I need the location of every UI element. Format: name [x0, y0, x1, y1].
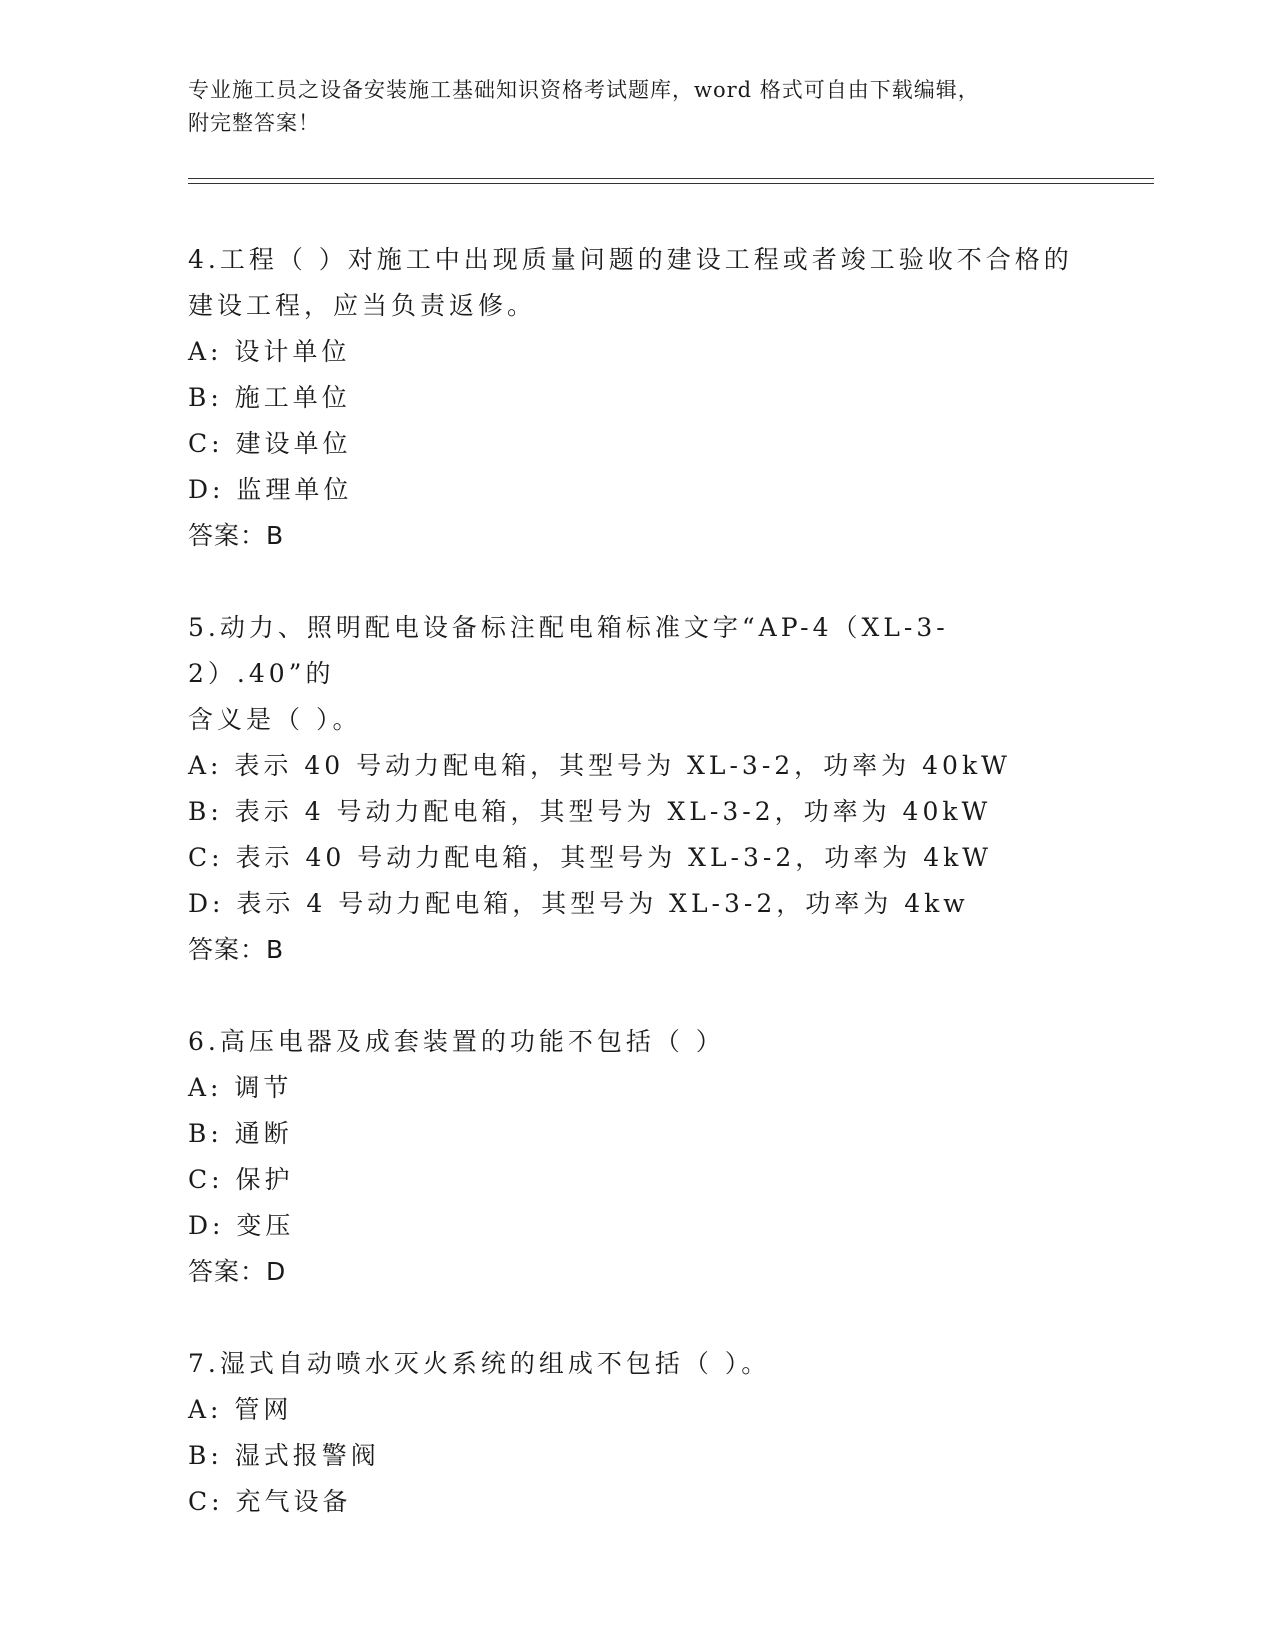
option-c: C: 建设单位	[188, 429, 352, 458]
option-c: C: 充气设备	[188, 1487, 352, 1516]
question-list	[188, 237, 1088, 1525]
answer-line: 答案：B	[188, 521, 285, 550]
question-stem-line: 5.动力、照明配电设备标注配电箱标准文字“AP-4（XL-3-2）.40”的	[188, 613, 949, 688]
option-a: A: 管网	[188, 1395, 293, 1424]
question-7	[188, 1341, 1088, 1525]
option-d: D: 表示 4 号动力配电箱，其型号为 XL-3-2，功率为 4kw	[188, 889, 969, 918]
option-b: B: 施工单位	[188, 383, 351, 412]
option-a: A: 表示 40 号动力配电箱，其型号为 XL-3-2，功率为 40kW	[188, 751, 1011, 780]
option-d: D: 监理单位	[188, 475, 353, 504]
spacer	[188, 559, 1088, 605]
question-stem-line: 4.工程（ ）对施工中出现质量问题的建设工程或者竣工验收不合格的	[188, 245, 1073, 274]
question-4	[188, 237, 1088, 559]
question-5	[188, 605, 1088, 973]
option-c: C: 保护	[188, 1165, 294, 1194]
option-b: B: 通断	[188, 1119, 293, 1148]
question-6	[188, 1019, 1088, 1295]
question-stem-line: 含义是（ ）。	[188, 705, 362, 734]
header-divider-top	[188, 178, 1154, 179]
header-line-1: 专业施工员之设备安装施工基础知识资格考试题库，word 格式可自由下载编辑，	[188, 78, 980, 102]
option-b: B: 表示 4 号动力配电箱，其型号为 XL-3-2，功率为 40kW	[188, 797, 992, 826]
question-stem-line: 6.高压电器及成套装置的功能不包括（ ）	[188, 1027, 725, 1056]
header-divider-bottom	[188, 183, 1154, 184]
option-a: A: 调节	[188, 1073, 293, 1102]
question-stem-line: 7.湿式自动喷水灭火系统的组成不包括（ ）。	[188, 1349, 771, 1378]
option-c: C: 表示 40 号动力配电箱，其型号为 XL-3-2，功率为 4kW	[188, 843, 992, 872]
answer-line: 答案：B	[188, 935, 285, 964]
document-header	[188, 74, 1088, 140]
spacer	[188, 973, 1088, 1019]
spacer	[188, 1295, 1088, 1341]
option-a: A: 设计单位	[188, 337, 351, 366]
option-b: B: 湿式报警阀	[188, 1441, 380, 1470]
header-line-2: 附完整答案！	[188, 111, 320, 135]
option-d: D: 变压	[188, 1211, 295, 1240]
answer-line: 答案：D	[188, 1257, 287, 1286]
question-stem-line: 建设工程，应当负责返修。	[188, 291, 537, 320]
